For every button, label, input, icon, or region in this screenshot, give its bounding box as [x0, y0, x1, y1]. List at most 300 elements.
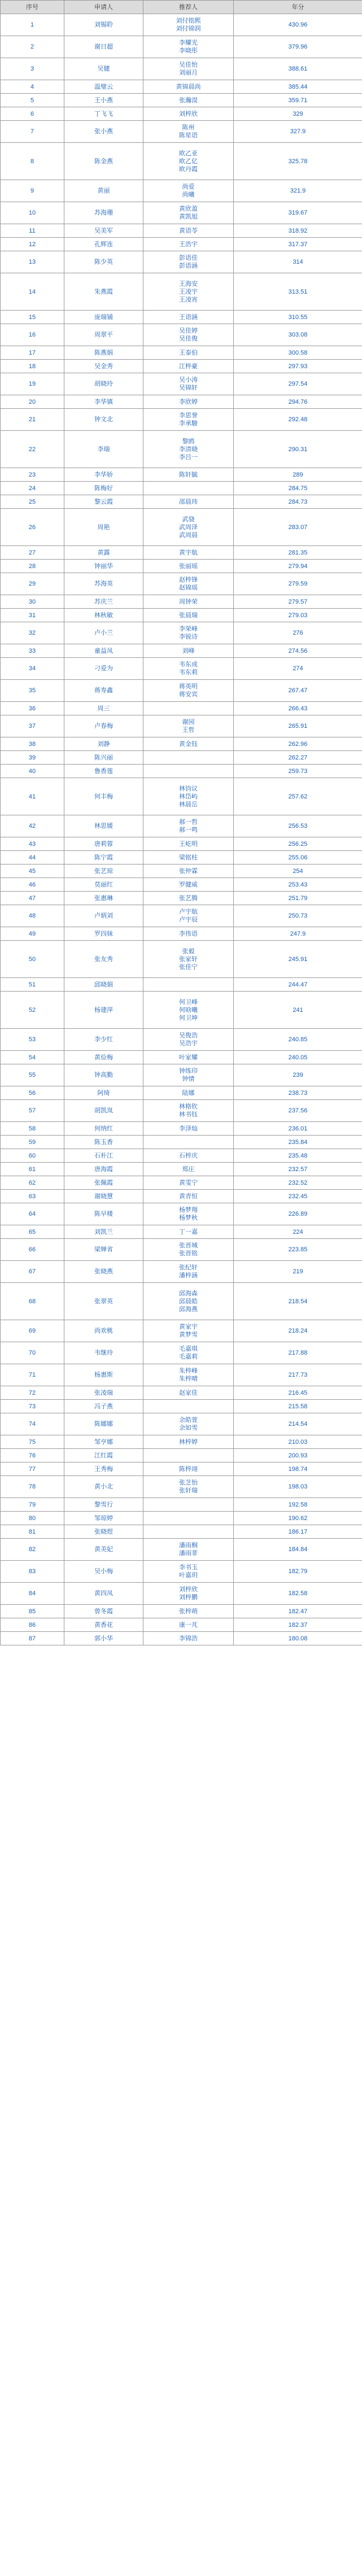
recommender-name: 郑庄 [182, 1165, 195, 1173]
recommender-name: 王海安 [179, 280, 198, 287]
row-index: 19 [1, 373, 64, 395]
row-applicant: 冯子燕 [64, 1400, 143, 1413]
row-index: 59 [1, 1136, 64, 1149]
row-index: 10 [1, 202, 64, 224]
recommender-name: 黄语苓 [179, 227, 198, 234]
table-row [1, 1283, 362, 1320]
recommender-name: 刘丽月 [179, 69, 198, 76]
row-score: 313.51 [234, 273, 362, 311]
row-applicant: 李瑞 [64, 431, 143, 468]
table-row [1, 1163, 362, 1176]
table-row [1, 905, 362, 927]
recommender-name: 卢宇辰 [179, 916, 198, 923]
row-index: 36 [1, 702, 64, 715]
row-index: 71 [1, 1364, 64, 1386]
row-applicant: 曾冬霞 [64, 1605, 143, 1618]
row-applicant: 韦继玲 [64, 1342, 143, 1364]
row-index: 81 [1, 1525, 64, 1539]
table-row [1, 560, 362, 573]
row-index: 6 [1, 107, 64, 121]
row-score: 182.47 [234, 1605, 362, 1618]
recommender-name: 张纪轩 [179, 1264, 198, 1271]
row-recommenders [143, 941, 234, 978]
row-index: 50 [1, 941, 64, 978]
row-score: 214.54 [234, 1413, 362, 1435]
recommender-name: 欧乙亚 [179, 150, 198, 157]
recommender-name: 尚爱 [182, 184, 195, 190]
table-row [1, 1203, 362, 1225]
row-score: 256.25 [234, 837, 362, 851]
row-applicant: 刘锡聆 [64, 14, 143, 36]
row-score: 314 [234, 251, 362, 273]
row-score: 279.94 [234, 560, 362, 573]
recommender-name: 潘雨菲 [179, 1550, 198, 1557]
row-score: 303.08 [234, 324, 362, 346]
recommender-name: 张丽瑶 [179, 562, 198, 570]
row-applicant: 陈燕娟 [64, 346, 143, 360]
row-applicant: 邱晓娟 [64, 978, 143, 992]
row-applicant: 尚欢桃 [64, 1320, 143, 1342]
recommender-name: 黄梦雪 [179, 1331, 198, 1338]
row-index: 42 [1, 815, 64, 837]
row-recommenders [143, 1283, 234, 1320]
row-recommenders [143, 992, 234, 1029]
recommender-name: 张晨瑞 [179, 612, 198, 619]
row-recommenders [143, 715, 234, 737]
recommender-name: 叶家耀 [179, 1054, 198, 1061]
table-row [1, 468, 362, 482]
row-recommenders [143, 468, 234, 482]
row-recommenders [143, 1190, 234, 1203]
row-recommenders [143, 609, 234, 622]
row-applicant: 陈玉香 [64, 1136, 143, 1149]
table-row [1, 1512, 362, 1525]
row-recommenders [143, 560, 234, 573]
row-recommenders [143, 1225, 234, 1239]
table-row [1, 1476, 362, 1498]
recommender-name: 林晨岳 [179, 801, 198, 808]
row-applicant: 谢日超 [64, 36, 143, 58]
row-applicant: 刁爱为 [64, 658, 143, 680]
row-index: 25 [1, 495, 64, 509]
recommender-name: 何卫坤 [179, 1014, 198, 1021]
row-recommenders [143, 509, 234, 546]
row-score: 318.92 [234, 224, 362, 238]
recommender-name: 张梓萌 [179, 1608, 198, 1615]
row-applicant: 朱燕霞 [64, 273, 143, 311]
recommender-name: 李伟语 [179, 930, 198, 937]
recommender-name: 张晋城 [179, 1242, 198, 1249]
row-score: 210.03 [234, 1435, 362, 1449]
row-index: 53 [1, 1029, 64, 1051]
row-applicant: 温璧云 [64, 80, 143, 94]
row-recommenders [143, 1561, 234, 1583]
row-index: 66 [1, 1239, 64, 1261]
recommender-name: 余皓萱 [179, 1417, 198, 1424]
table-row [1, 815, 362, 837]
table-row [1, 1435, 362, 1449]
recommender-name: 邱海森 [179, 1290, 198, 1297]
table-row [1, 927, 362, 941]
row-recommenders [143, 680, 234, 702]
table-row [1, 865, 362, 878]
row-index: 9 [1, 180, 64, 202]
row-applicant: 吴小梅 [64, 1561, 143, 1583]
row-recommenders [143, 1239, 234, 1261]
row-index: 65 [1, 1225, 64, 1239]
row-recommenders [143, 395, 234, 409]
row-applicant: 陈金燕 [64, 143, 143, 180]
row-score: 284.73 [234, 495, 362, 509]
table-row [1, 1176, 362, 1190]
row-score: 241 [234, 992, 362, 1029]
row-score: 216.45 [234, 1386, 362, 1400]
row-applicant: 周艳 [64, 509, 143, 546]
recommender-name: 郝一哲 [179, 819, 198, 826]
recommender-name: 朱梓峰 [179, 1368, 198, 1374]
recommender-name: 吴浩宇 [179, 1040, 198, 1047]
recommender-name: 何卫峰 [179, 998, 198, 1006]
recommender-name: 黄欣盈 [179, 206, 198, 212]
row-score: 274.56 [234, 644, 362, 658]
table-row [1, 1605, 362, 1618]
table-row [1, 14, 362, 36]
row-index: 14 [1, 273, 64, 311]
table-row [1, 273, 362, 311]
recommender-name: 邱海燕 [179, 1306, 198, 1313]
row-applicant: 谢晓慧 [64, 1190, 143, 1203]
row-recommenders [143, 1476, 234, 1498]
row-score: 294.76 [234, 395, 362, 409]
row-score: 192.58 [234, 1498, 362, 1512]
table-row [1, 509, 362, 546]
row-applicant: 吴美军 [64, 224, 143, 238]
row-applicant: 钟文北 [64, 409, 143, 431]
row-score: 265.91 [234, 715, 362, 737]
recommender-name: 刘付锦润 [176, 25, 201, 32]
row-index: 70 [1, 1342, 64, 1364]
row-applicant: 童益凤 [64, 644, 143, 658]
row-applicant: 吴金秀 [64, 360, 143, 373]
table-row [1, 311, 362, 324]
recommender-name: 黄锦晨尚 [176, 83, 201, 90]
row-score: 300.58 [234, 346, 362, 360]
recommender-name: 江梓豪 [179, 363, 198, 370]
row-applicant: 周翠平 [64, 324, 143, 346]
row-index: 8 [1, 143, 64, 180]
table-row [1, 1583, 362, 1605]
recommender-name: 王凌宵 [179, 296, 198, 303]
row-score: 215.58 [234, 1400, 362, 1413]
row-recommenders [143, 1386, 234, 1400]
table-row [1, 573, 362, 595]
row-score: 283.07 [234, 509, 362, 546]
row-score: 297.54 [234, 373, 362, 395]
recommender-name: 刘梓欣 [179, 110, 198, 117]
row-recommenders [143, 927, 234, 941]
row-index: 60 [1, 1149, 64, 1163]
row-index: 27 [1, 546, 64, 560]
table-row [1, 1561, 362, 1583]
recommender-name: 林钧议 [179, 785, 198, 792]
row-recommenders [143, 94, 234, 107]
recommender-name: 韦东莉 [179, 669, 198, 676]
row-score: 259.73 [234, 765, 362, 778]
table-row [1, 1149, 362, 1163]
row-applicant: 石朴江 [64, 1149, 143, 1163]
recommender-name: 王浩宇 [179, 241, 198, 248]
row-applicant: 吴健 [64, 58, 143, 80]
recommender-name: 李承駿 [179, 420, 198, 427]
row-score: 250.73 [234, 905, 362, 927]
row-applicant: 陈兴丽 [64, 751, 143, 765]
row-score: 235.84 [234, 1136, 362, 1149]
row-index: 2 [1, 36, 64, 58]
row-applicant: 张凌瑞 [64, 1386, 143, 1400]
row-applicant: 黄丽 [64, 180, 143, 202]
recommender-name: 吴俊浩 [179, 1032, 198, 1039]
table-row [1, 180, 362, 202]
table-row [1, 121, 362, 143]
recommender-name: 张毅 [182, 948, 195, 955]
row-score: 284.75 [234, 482, 362, 495]
recommender-name: 武骁 [182, 516, 195, 523]
row-index: 87 [1, 1632, 64, 1645]
recommender-name: 尚曦 [182, 191, 195, 198]
row-score: 182.58 [234, 1583, 362, 1605]
row-score: 274 [234, 658, 362, 680]
row-applicant: 李少红 [64, 1029, 143, 1051]
table-row [1, 395, 362, 409]
recommender-name: 李书玉 [179, 1564, 198, 1571]
table-row [1, 431, 362, 468]
row-recommenders [143, 658, 234, 680]
recommender-name: 张家轩 [179, 955, 198, 963]
row-score: 232.57 [234, 1163, 362, 1176]
recommender-name: 钟练印 [179, 1068, 198, 1075]
row-applicant: 黄露 [64, 546, 143, 560]
recommender-name: 朱梓晴 [179, 1376, 198, 1382]
table-row [1, 1462, 362, 1476]
row-recommenders [143, 409, 234, 431]
recommender-name: 张芝怡 [179, 1479, 198, 1486]
row-score: 245.91 [234, 941, 362, 978]
row-score: 257.62 [234, 778, 362, 815]
row-recommenders [143, 224, 234, 238]
row-score: 239 [234, 1064, 362, 1086]
row-index: 20 [1, 395, 64, 409]
row-applicant: 黎云霞 [64, 495, 143, 509]
row-applicant: 陈梅好 [64, 482, 143, 495]
row-index: 38 [1, 737, 64, 751]
row-recommenders [143, 1364, 234, 1386]
table-row [1, 609, 362, 622]
table-row [1, 80, 362, 94]
table-body [1, 14, 362, 1645]
recommender-name: 李欣婷 [179, 398, 198, 405]
recommender-name: 李荣峰 [179, 626, 198, 632]
row-recommenders [143, 546, 234, 560]
row-score: 289 [234, 468, 362, 482]
table-row [1, 58, 362, 80]
table-row [1, 107, 362, 121]
table-row [1, 346, 362, 360]
row-index: 32 [1, 622, 64, 644]
table-row [1, 1051, 362, 1064]
row-score: 247.9 [234, 927, 362, 941]
row-score: 218.24 [234, 1320, 362, 1342]
row-applicant: 陈娜娜 [64, 1413, 143, 1435]
recommender-name: 李清晓 [179, 446, 198, 453]
row-index: 43 [1, 837, 64, 851]
row-applicant: 唐海霞 [64, 1163, 143, 1176]
row-score: 321.9 [234, 180, 362, 202]
row-recommenders [143, 311, 234, 324]
recommender-name: 王泰伯 [179, 349, 198, 356]
row-applicant: 张翠英 [64, 1283, 143, 1320]
row-score: 198.74 [234, 1462, 362, 1476]
row-index: 26 [1, 509, 64, 546]
row-score: 255.06 [234, 851, 362, 865]
recommender-name: 张佳宁 [179, 963, 198, 971]
row-recommenders [143, 978, 234, 992]
row-index: 13 [1, 251, 64, 273]
recommender-name: 蒋英明 [179, 683, 198, 690]
row-index: 16 [1, 324, 64, 346]
row-index: 54 [1, 1051, 64, 1064]
row-index: 39 [1, 751, 64, 765]
row-applicant: 卢小兰 [64, 622, 143, 644]
recommender-name: 吴锦轩 [179, 385, 198, 391]
row-index: 3 [1, 58, 64, 80]
row-score: 232.52 [234, 1176, 362, 1190]
row-score: 266.43 [234, 702, 362, 715]
row-score: 217.73 [234, 1364, 362, 1386]
row-applicant: 胡凯岚 [64, 1100, 143, 1122]
row-applicant: 钟丽华 [64, 560, 143, 573]
recommender-name: 林岱屿 [179, 793, 198, 800]
recommender-name: 赵家佳 [179, 1389, 198, 1396]
recommender-name: 韦东成 [179, 661, 198, 668]
row-recommenders [143, 1583, 234, 1605]
row-index: 62 [1, 1176, 64, 1190]
recommender-name: 张晋铭 [179, 1250, 198, 1257]
row-recommenders [143, 482, 234, 495]
row-index: 58 [1, 1122, 64, 1136]
row-recommenders [143, 1449, 234, 1462]
row-score: 388.61 [234, 58, 362, 80]
recommender-name: 王语涵 [179, 313, 198, 321]
row-applicant: 梁婵省 [64, 1239, 143, 1261]
recommender-name: 何晗曦 [179, 1006, 198, 1014]
recommender-name: 林梓婷 [179, 1438, 198, 1446]
table-row [1, 992, 362, 1029]
recommender-name: 张瀚淏 [179, 97, 198, 104]
recommender-name: 叶嘉玥 [179, 1572, 198, 1579]
table-row [1, 658, 362, 680]
table-row [1, 595, 362, 609]
row-score: 237.56 [234, 1100, 362, 1122]
row-index: 51 [1, 978, 64, 992]
table-row [1, 1400, 362, 1413]
recommender-name: 张轩瑞 [179, 1487, 198, 1494]
row-recommenders [143, 878, 234, 892]
row-recommenders [143, 1163, 234, 1176]
row-index: 64 [1, 1203, 64, 1225]
recommender-name: 李晓彤 [179, 47, 198, 54]
row-index: 72 [1, 1386, 64, 1400]
row-index: 1 [1, 14, 64, 36]
row-score: 253.43 [234, 878, 362, 892]
table-row [1, 360, 362, 373]
row-index: 57 [1, 1100, 64, 1122]
row-index: 56 [1, 1086, 64, 1100]
row-recommenders [143, 273, 234, 311]
row-score: 238.73 [234, 1086, 362, 1100]
row-index: 41 [1, 778, 64, 815]
row-recommenders [143, 238, 234, 251]
row-score: 290.31 [234, 431, 362, 468]
row-applicant: 钟高勤 [64, 1064, 143, 1086]
table-row [1, 1064, 362, 1086]
row-score: 200.93 [234, 1449, 362, 1462]
row-recommenders [143, 80, 234, 94]
table-row [1, 837, 362, 851]
row-index: 23 [1, 468, 64, 482]
row-score: 180.08 [234, 1632, 362, 1645]
row-score: 327.9 [234, 121, 362, 143]
row-index: 11 [1, 224, 64, 238]
recommender-name: 陈星语 [179, 132, 198, 139]
row-index: 7 [1, 121, 64, 143]
table-row [1, 1100, 362, 1122]
row-applicant: 刘静 [64, 737, 143, 751]
row-recommenders [143, 905, 234, 927]
row-applicant: 周三 [64, 702, 143, 715]
table-row [1, 1539, 362, 1561]
header-applicant: 申请人 [64, 1, 143, 14]
header-recommender: 推荐人 [143, 1, 234, 14]
row-score: 317.37 [234, 238, 362, 251]
table-row [1, 1386, 362, 1400]
row-index: 37 [1, 715, 64, 737]
table-row [1, 324, 362, 346]
row-index: 34 [1, 658, 64, 680]
row-index: 52 [1, 992, 64, 1029]
row-index: 55 [1, 1064, 64, 1086]
row-recommenders [143, 1342, 234, 1364]
table-row [1, 1029, 362, 1051]
table-row [1, 644, 362, 658]
recommender-name: 谢园 [182, 719, 195, 726]
recommender-name: 刘梓欣 [179, 1586, 198, 1593]
row-score: 310.55 [234, 311, 362, 324]
table-row [1, 680, 362, 702]
row-index: 86 [1, 1618, 64, 1632]
row-index: 74 [1, 1413, 64, 1435]
row-index: 84 [1, 1583, 64, 1605]
row-score: 223.85 [234, 1239, 362, 1261]
recommender-name: 李锦浩 [179, 1635, 198, 1642]
row-index: 35 [1, 680, 64, 702]
row-score: 262.27 [234, 751, 362, 765]
row-recommenders [143, 1462, 234, 1476]
row-applicant: 阿绮 [64, 1086, 143, 1100]
row-score: 256.53 [234, 815, 362, 837]
row-recommenders [143, 14, 234, 36]
row-score: 430.96 [234, 14, 362, 36]
row-recommenders [143, 1512, 234, 1525]
